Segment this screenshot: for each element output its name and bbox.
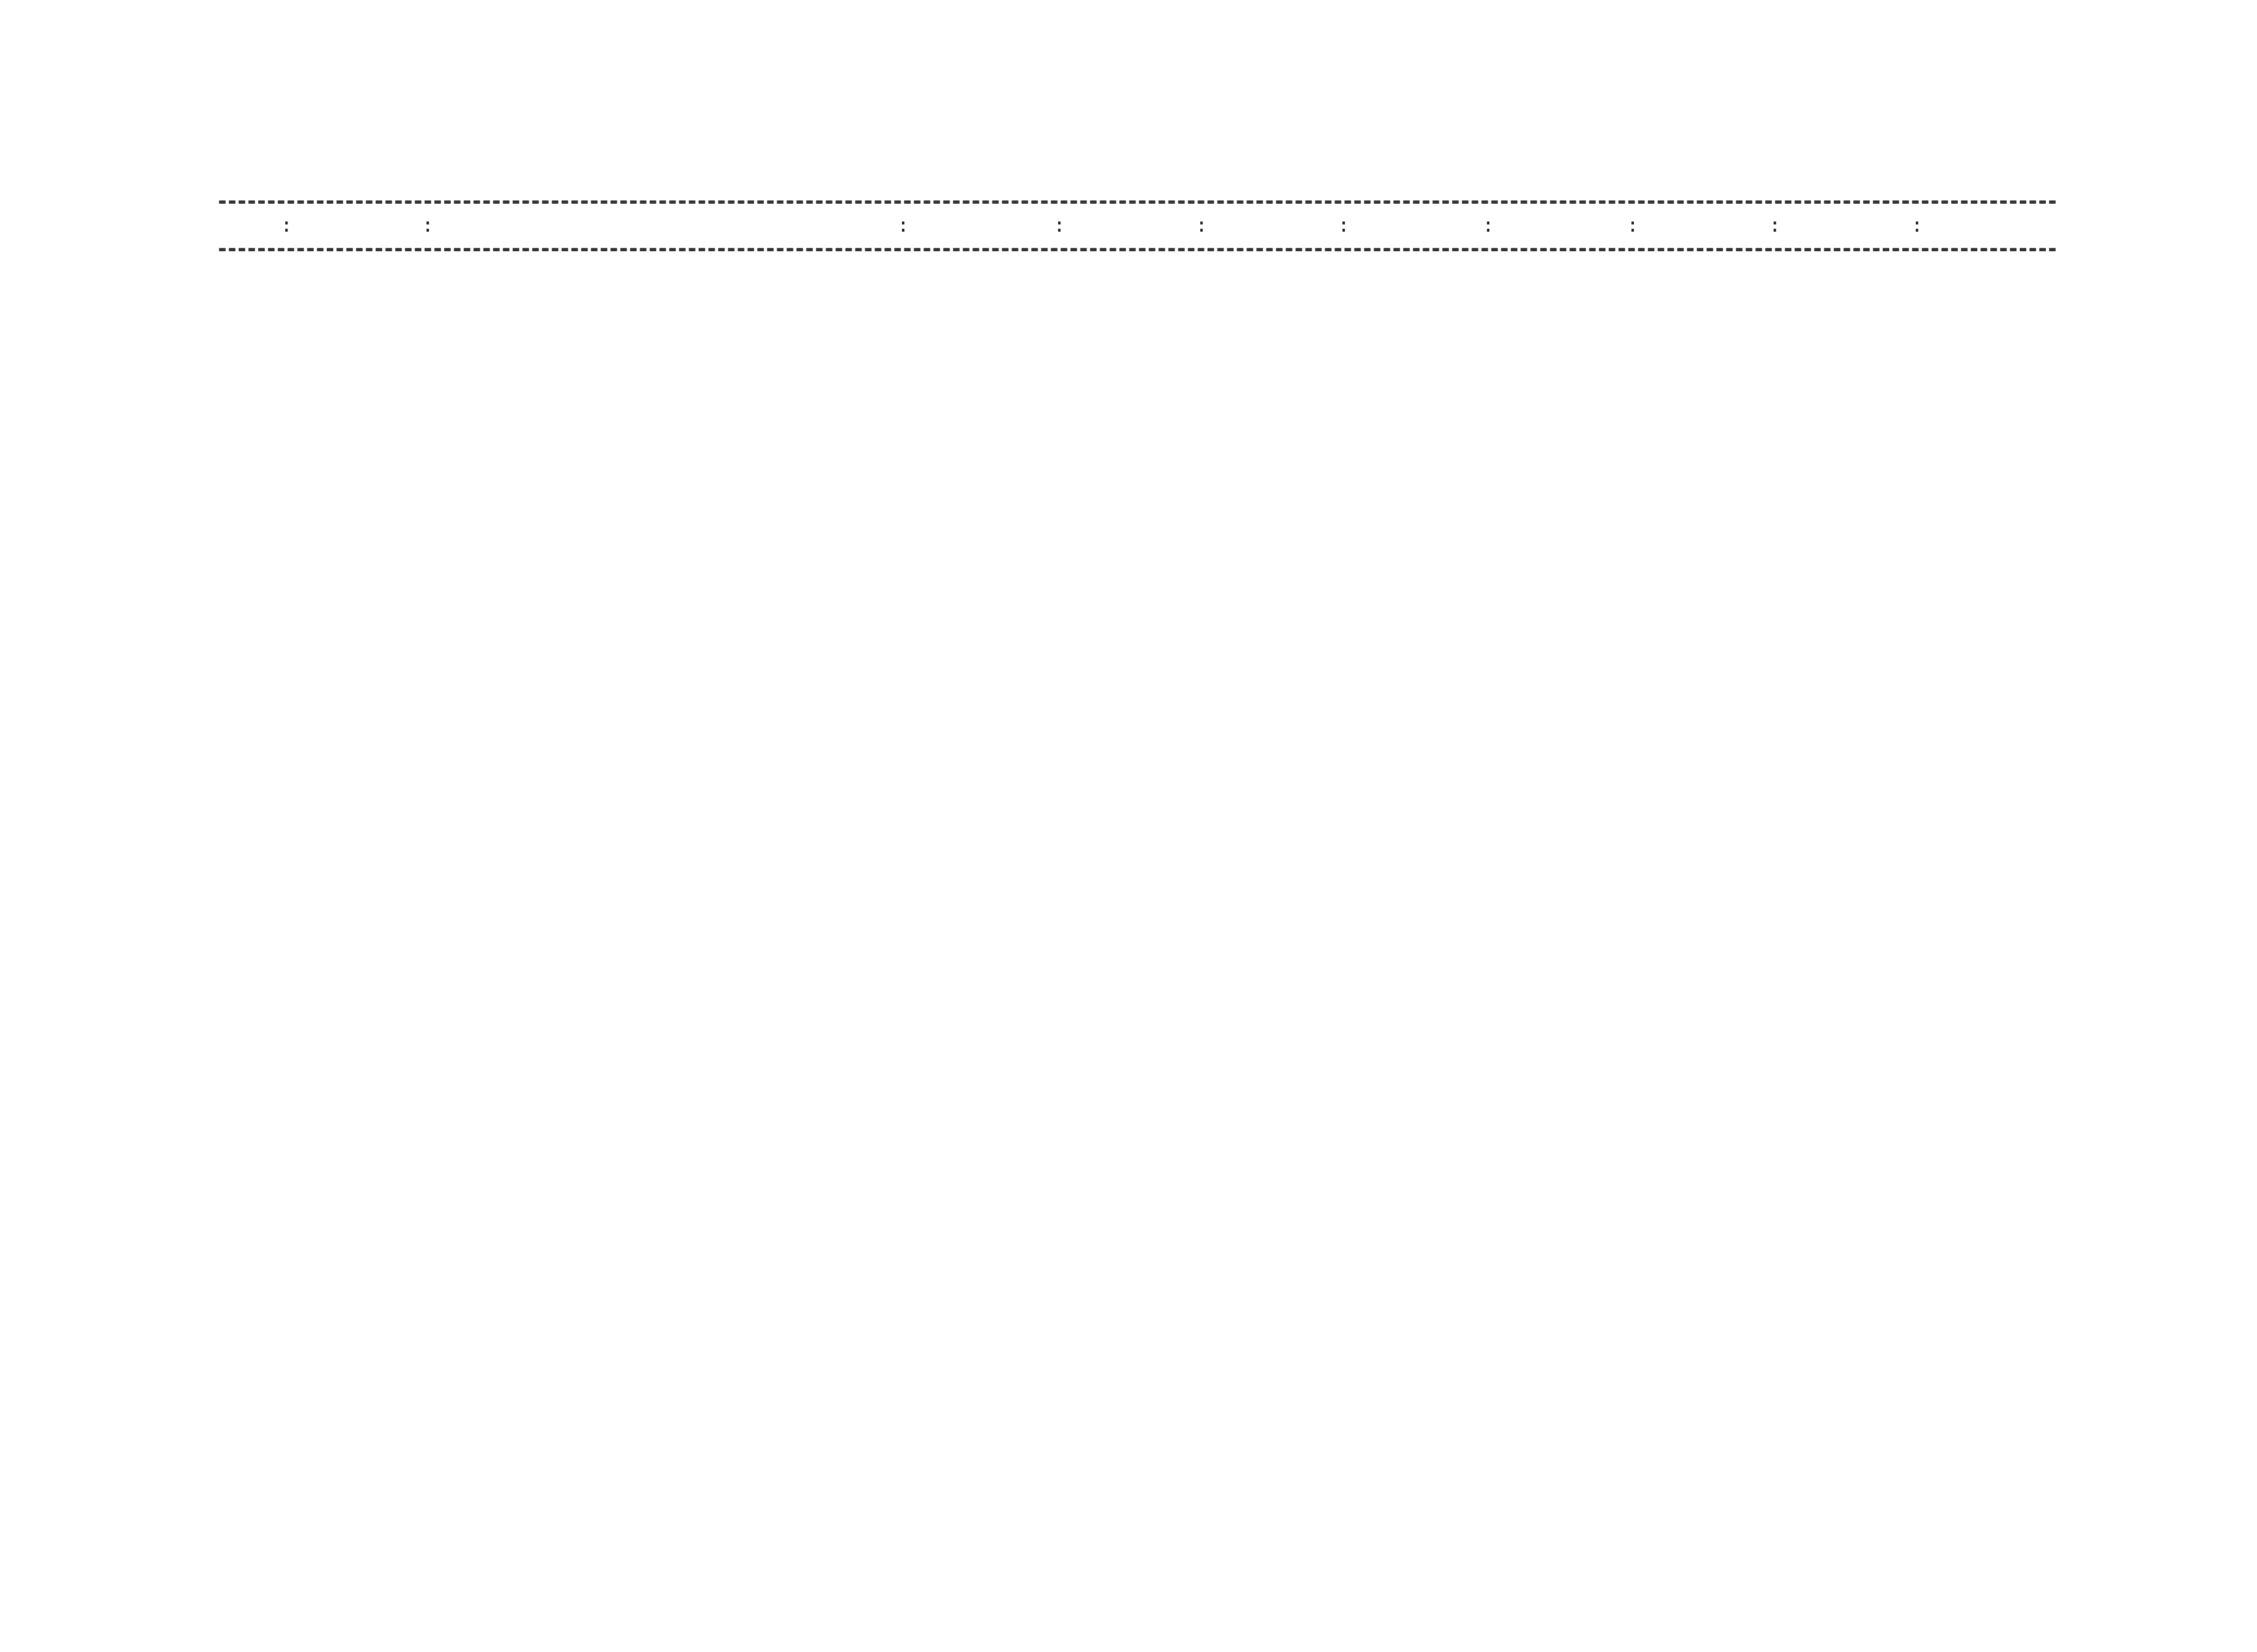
column-separator: :	[1627, 213, 1639, 236]
column-separator: :	[281, 213, 293, 236]
column-separator: :	[1769, 213, 1781, 236]
column-separator: :	[1196, 213, 1208, 236]
table-header-rule	[219, 248, 2056, 251]
column-separator: :	[897, 213, 909, 236]
intro-text	[452, 261, 774, 424]
table-top-rule	[219, 200, 2056, 204]
column-separator: :	[1053, 213, 1066, 236]
column-separator: :	[1482, 213, 1494, 236]
column-separator: :	[1911, 213, 1923, 236]
column-separator: :	[422, 213, 434, 236]
column-separator: :	[1338, 213, 1350, 236]
